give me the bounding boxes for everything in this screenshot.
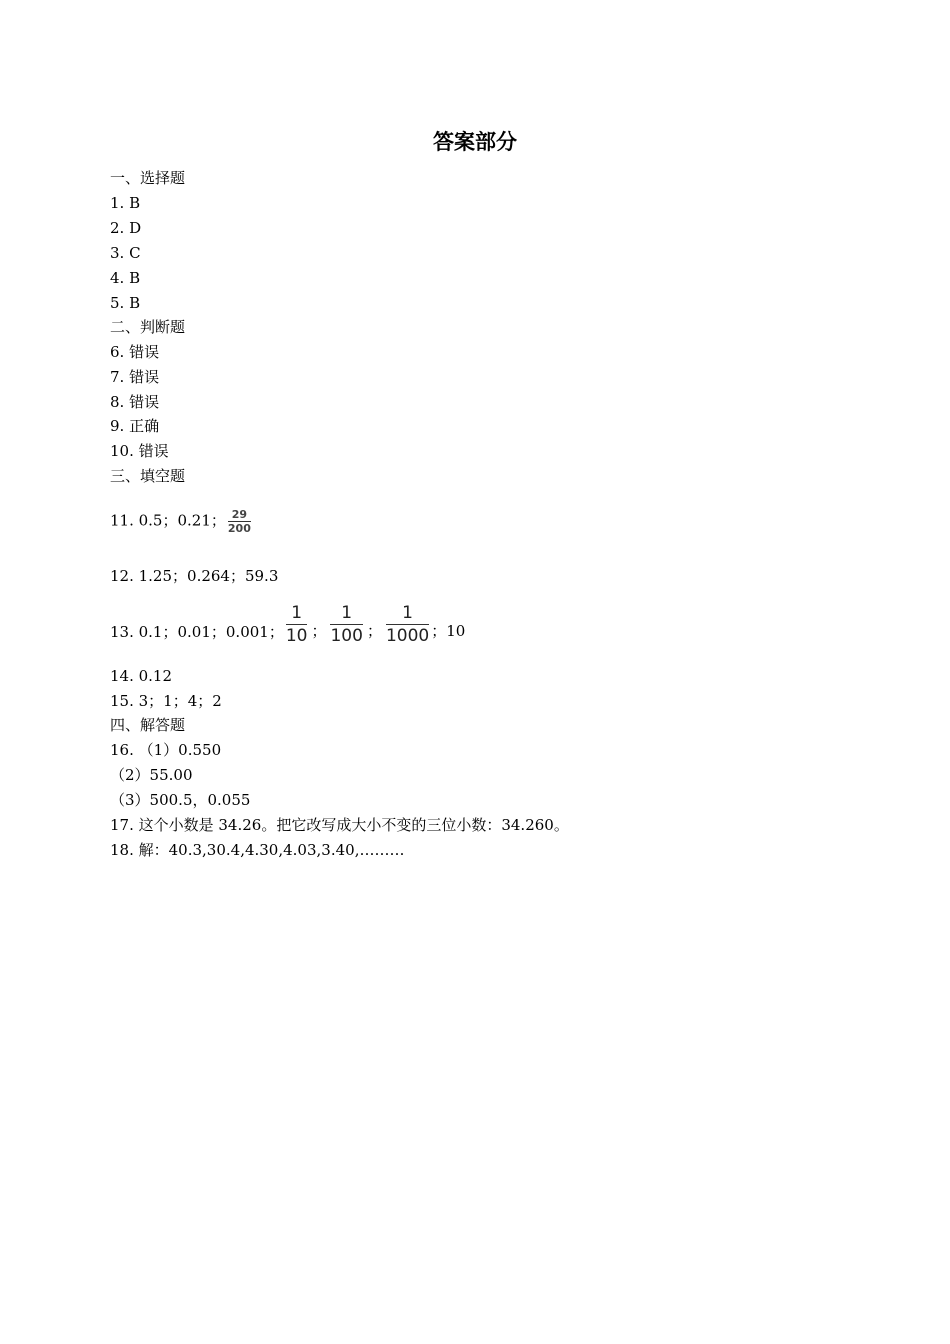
answer-18: 18. 解：40.3,30.4,4.30,4.03,3.40,……… [110, 841, 405, 859]
separator: ； [366, 622, 382, 640]
answer-12: 12. 1.25；0.264；59.3 [110, 567, 279, 585]
fraction-1-1000 [384, 602, 431, 647]
fraction-denominator: 10 [285, 625, 308, 646]
answer-7: 7. 错误 [110, 368, 160, 386]
answer-4: 4. B [110, 269, 141, 287]
section-heading-choice: 一、选择题 [110, 169, 186, 187]
fraction-denominator: 1000 [385, 625, 430, 646]
answer-11 [110, 506, 251, 535]
answer-10: 10. 错误 [110, 442, 169, 460]
page-title: 答案部分 [433, 130, 517, 154]
answer-13-end: ；10 [431, 622, 466, 640]
fraction-numerator: 1 [341, 602, 353, 623]
answer-1: 1. B [110, 194, 141, 212]
answer-14: 14. 0.12 [110, 667, 173, 685]
section-heading-judgement: 二、判断题 [110, 318, 186, 336]
fraction-denominator: 100 [330, 625, 363, 646]
answer-16-part-2: （2）55.00 [110, 766, 193, 784]
fraction-denominator: 200 [227, 521, 251, 535]
answer-6: 6. 错误 [110, 343, 160, 361]
fraction-29-200 [228, 508, 251, 535]
separator: ； [311, 622, 327, 640]
fraction-numerator: 1 [402, 602, 413, 623]
fraction-numerator: 1 [291, 602, 303, 623]
fraction-1-100 [328, 602, 364, 647]
answer-16-part-3: （3）500.5，0.055 [110, 791, 251, 809]
answer-11-text: 11. 0.5；0.21； [110, 511, 226, 530]
section-heading-solution: 四、解答题 [110, 716, 186, 734]
answer-13-text: 13. 0.1；0.01；0.001； [110, 623, 284, 641]
answer-13 [110, 598, 465, 649]
answer-17: 17. 这个小数是 34.26。把它改写成大小不变的三位小数：34.260。 [110, 816, 569, 834]
answer-15: 15. 3；1；4；2 [110, 692, 222, 710]
answer-9: 9. 正确 [110, 417, 160, 435]
fraction-1-10 [284, 602, 310, 647]
answer-5: 5. B [110, 294, 141, 312]
fraction-numerator: 29 [231, 507, 248, 521]
answer-16-part-1: 16. （1）0.550 [110, 741, 222, 759]
answer-3: 3. C [110, 244, 141, 262]
answer-8: 8. 错误 [110, 393, 160, 411]
section-heading-fill-blank: 三、填空题 [110, 467, 186, 485]
answer-2: 2. D [110, 219, 142, 237]
